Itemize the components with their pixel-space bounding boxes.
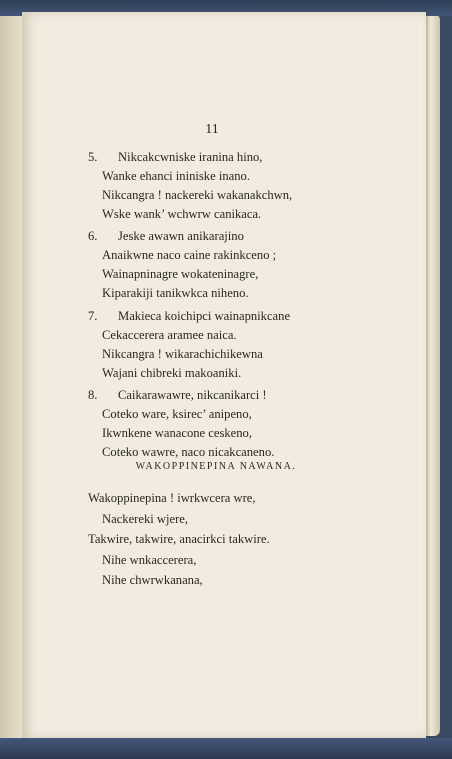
- stanza-8: [88, 386, 274, 462]
- poem-line: Nihe chwrwkanana,: [102, 573, 203, 587]
- poem-line: Nackereki wjere,: [102, 511, 189, 526]
- stanza-line: Ikwnkene wanacone ceskeno,: [102, 426, 253, 440]
- poem-line: Wakoppinepina ! iwrkwcera wre,: [88, 491, 256, 505]
- facing-page-edge: [0, 10, 22, 738]
- stanza-line: Nikcangra ! nackereki wakanakchwn,: [102, 188, 293, 202]
- stanza-number: 5.: [88, 150, 98, 164]
- stanza-5: [88, 148, 292, 224]
- book-binding-bottom: [0, 738, 452, 759]
- stanza-line: Coteko wawre, naco nicakcaneno.: [102, 445, 275, 459]
- poem-line: Nihe wnkaccerera,: [102, 552, 197, 567]
- stanza-number: 8.: [88, 388, 98, 402]
- poem: [88, 488, 270, 591]
- stanza-line: Anaikwne naco caine rakinkceno ;: [102, 248, 277, 262]
- stanza-line: Cekaccerera aramee naica.: [102, 328, 237, 342]
- page-number: 11: [205, 122, 219, 137]
- stanza-line: Nikcangra ! wikarachichikewna: [102, 347, 263, 361]
- stanza-7: [88, 307, 290, 383]
- stanza-number: 7.: [88, 309, 98, 323]
- stanza-line: Kiparakiji tanikwkca niheno.: [102, 286, 249, 300]
- stanza-line: 8. Caikarawawre, nikcanikarci !: [88, 386, 274, 405]
- stanza-line: 7. Makieca koichipci wainapnikcane: [88, 307, 290, 326]
- stanza-line: 5. Nikcakcwniske iranina hino,: [88, 148, 292, 167]
- stanza-line: Wanke ehanci ininiske inano.: [102, 169, 250, 183]
- stanza-line: Wajani chibreki makoaniki.: [102, 366, 242, 380]
- book-page: [22, 12, 426, 738]
- poem-line: Takwire, takwire, anacirkci takwire.: [88, 532, 270, 546]
- section-heading: WAKOPPINEPINA NAWANA.: [135, 461, 297, 472]
- stanza-line: Wainapninagre wokateninagre,: [102, 267, 259, 281]
- stanza-line: 6. Jeske awawn anikarajino: [88, 227, 276, 246]
- stanza-line: Wske wank’ wchwrw canikaca.: [102, 207, 262, 221]
- stanza-number: 6.: [88, 229, 98, 243]
- stanza-6: [88, 227, 276, 303]
- stanza-line: Coteko ware, ksirec’ anipeno,: [102, 407, 252, 421]
